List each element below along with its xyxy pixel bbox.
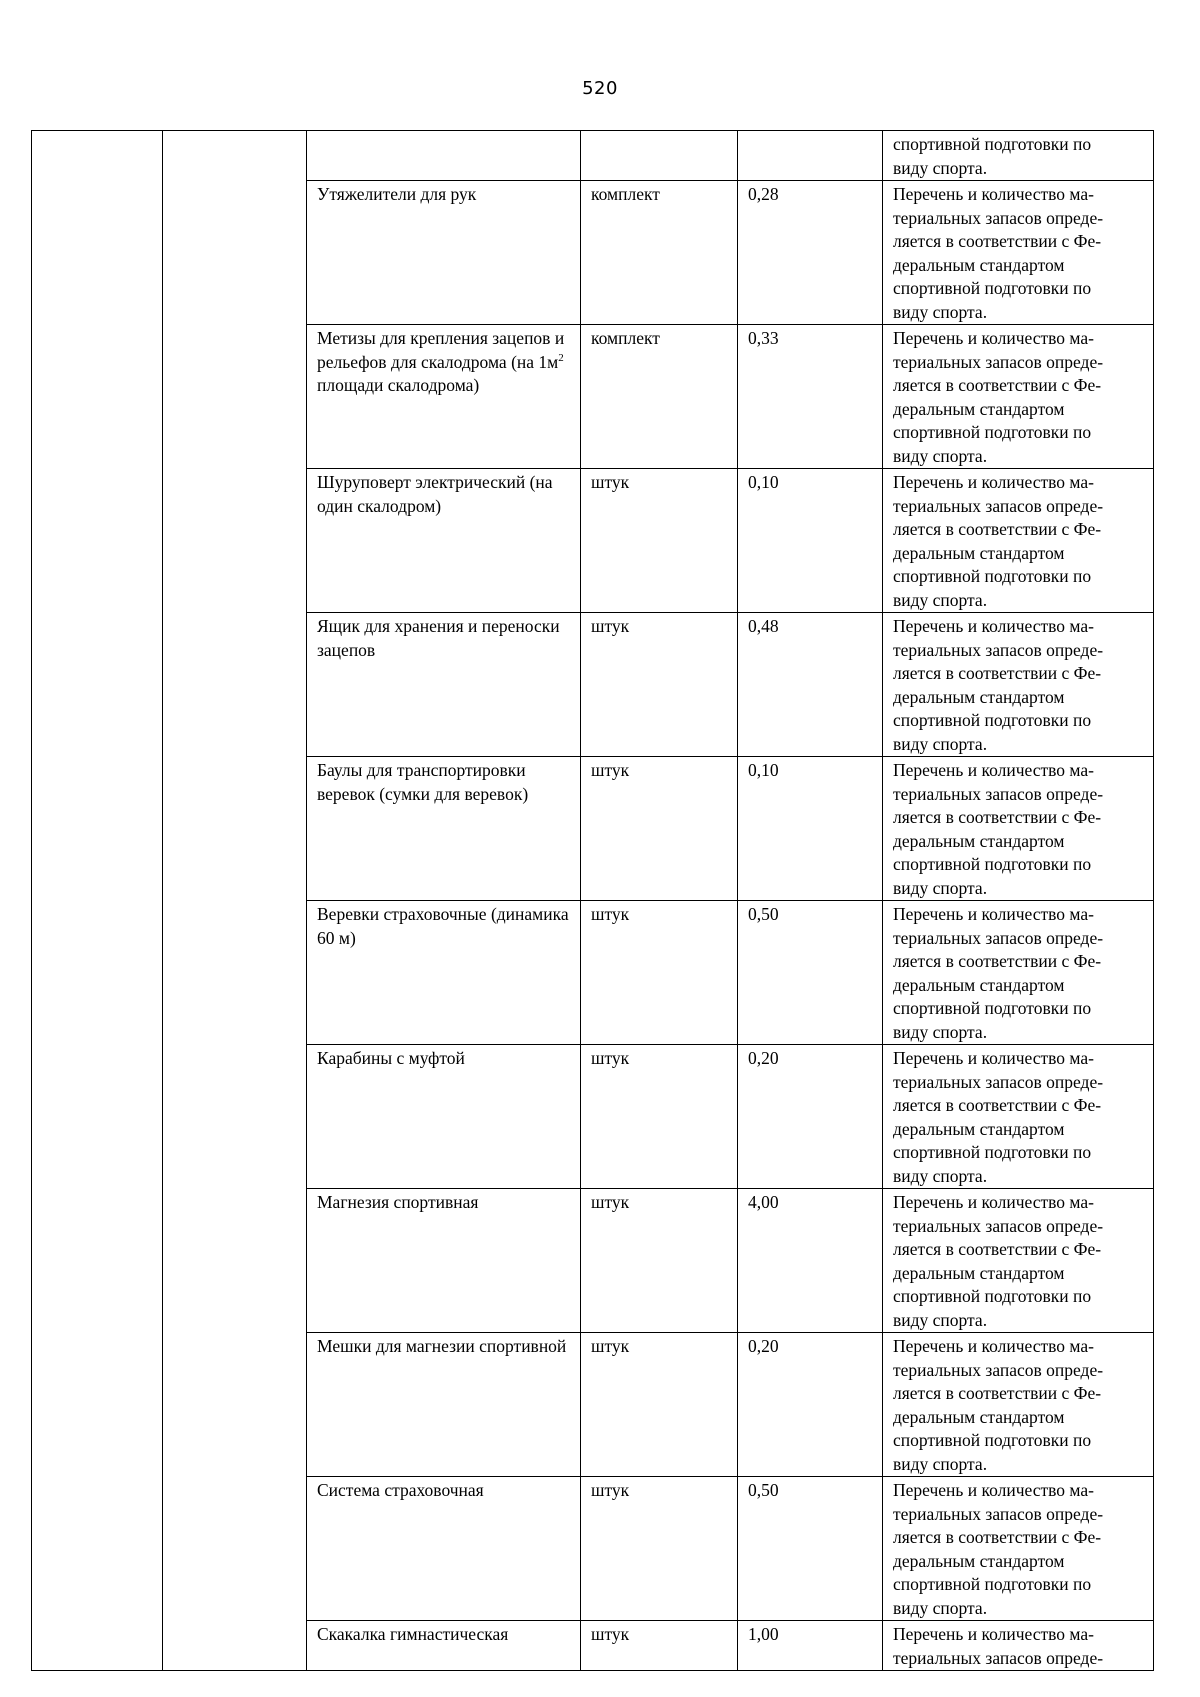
item-name: Система страховочная: [317, 1480, 484, 1500]
note-line: Перечень и количество ма-: [893, 616, 1094, 636]
item-qty-cell: [738, 1621, 883, 1671]
note-line: виду спорта.: [893, 1597, 988, 1618]
note-line: териальных запасов опреде-: [893, 207, 1104, 228]
item-qty: 0,10: [748, 472, 779, 492]
item-note-cell: [883, 131, 1154, 181]
note-line: спортивной подготовки по: [893, 854, 1092, 874]
item-qty-cell: [738, 1477, 883, 1621]
item-name: Мешки для магнезии спортивной: [317, 1336, 567, 1356]
item-unit-cell: [581, 1477, 738, 1621]
note-line: Перечень и количество ма-: [893, 760, 1094, 780]
item-unit-cell: [581, 1333, 738, 1477]
item-name-cell: [307, 1333, 581, 1477]
item-name: Скакалка гимнастическая: [317, 1624, 509, 1644]
note-line: Перечень и количество ма-: [893, 472, 1094, 492]
item-qty-cell: [738, 325, 883, 469]
note-line: териальных запасов опреде-: [893, 351, 1104, 372]
page-number: 520: [582, 78, 618, 99]
note-line: спортивной подготовки по: [893, 422, 1092, 442]
item-unit: штук: [591, 1624, 630, 1644]
note-line: териальных запасов опреде-: [893, 639, 1104, 660]
item-qty-cell: [738, 131, 883, 181]
item-name: Метизы для крепления зацепов и рельефов для скалодрома (на 1м: [317, 328, 565, 372]
note-line: териальных запасов опреде-: [893, 1647, 1104, 1668]
item-qty: 4,00: [748, 1192, 779, 1212]
item-note-cell: [883, 181, 1154, 325]
item-name: Карабины с муфтой: [317, 1048, 465, 1068]
note-line: Перечень и количество ма-: [893, 1336, 1094, 1356]
note-line: спортивной подготовки по: [893, 134, 1092, 154]
note-line: Перечень и количество ма-: [893, 1624, 1094, 1644]
note-line: териальных запасов опреде-: [893, 1215, 1104, 1236]
item-qty-cell: [738, 1189, 883, 1333]
item-name-continued: площади скалодрома): [317, 375, 480, 395]
item-qty-cell: [738, 469, 883, 613]
note-line: деральным стандартом: [893, 1406, 1065, 1427]
item-unit-cell: [581, 325, 738, 469]
note-line: Перечень и количество ма-: [893, 1048, 1094, 1068]
note-line: ляется в соответствии с Фе-: [893, 375, 1102, 395]
item-qty-cell: [738, 613, 883, 757]
item-unit-cell: [581, 1621, 738, 1671]
note-line: ляется в соответствии с Фе-: [893, 807, 1102, 827]
item-name-cell: [307, 1045, 581, 1189]
note-line: Перечень и количество ма-: [893, 184, 1094, 204]
item-unit: штук: [591, 1048, 630, 1068]
note-line: виду спорта.: [893, 1165, 988, 1186]
note-line: виду спорта.: [893, 1309, 988, 1330]
merged-column-2: [163, 131, 307, 1671]
note-line: деральным стандартом: [893, 1262, 1065, 1283]
item-name-cell: [307, 1189, 581, 1333]
note-line: ляется в соответствии с Фе-: [893, 1383, 1102, 1403]
item-unit: штук: [591, 1480, 630, 1500]
note-line: териальных запасов опреде-: [893, 1503, 1104, 1524]
note-line: виду спорта.: [893, 1453, 988, 1474]
item-note-cell: [883, 325, 1154, 469]
item-unit: штук: [591, 472, 630, 492]
note-line: ляется в соответствии с Фе-: [893, 1239, 1102, 1259]
note-line: деральным стандартом: [893, 686, 1065, 707]
item-name: Веревки страховочные (динамика 60 м): [317, 904, 569, 948]
item-name: Шуруповерт электрический (на один скалодром): [317, 472, 553, 516]
item-name: Ящик для хранения и переноски зацепов: [317, 616, 560, 660]
table-row: [32, 131, 1154, 181]
item-qty: 0,33: [748, 328, 779, 348]
item-qty-cell: [738, 1045, 883, 1189]
item-qty-cell: [738, 757, 883, 901]
item-unit: штук: [591, 1192, 630, 1212]
note-line: Перечень и количество ма-: [893, 1192, 1094, 1212]
note-line: Перечень и количество ма-: [893, 328, 1094, 348]
item-note-cell: [883, 1045, 1154, 1189]
item-name-cell: [307, 325, 581, 469]
note-line: спортивной подготовки по: [893, 278, 1092, 298]
note-line: ляется в соответствии с Фе-: [893, 519, 1102, 539]
item-qty: 0,10: [748, 760, 779, 780]
item-name: Утяжелители для рук: [317, 184, 477, 204]
note-line: спортивной подготовки по: [893, 1142, 1092, 1162]
note-line: ляется в соответствии с Фе-: [893, 231, 1102, 251]
item-qty: 0,48: [748, 616, 779, 636]
item-name: Баулы для транспортировки веревок (сумки для веревок): [317, 760, 529, 804]
item-note-cell: [883, 757, 1154, 901]
item-unit-cell: [581, 1045, 738, 1189]
note-line: спортивной подготовки по: [893, 566, 1092, 586]
item-unit-cell: [581, 757, 738, 901]
item-note-cell: [883, 1333, 1154, 1477]
item-unit: штук: [591, 616, 630, 636]
item-name-cell: [307, 901, 581, 1045]
item-qty: 0,50: [748, 1480, 779, 1500]
item-unit: штук: [591, 1336, 630, 1356]
table-body: [32, 131, 1154, 1671]
note-line: териальных запасов опреде-: [893, 1071, 1104, 1092]
merged-column-1: [32, 131, 163, 1671]
item-qty-cell: [738, 181, 883, 325]
note-line: спортивной подготовки по: [893, 998, 1092, 1018]
item-note-cell: [883, 613, 1154, 757]
item-note-cell: [883, 469, 1154, 613]
item-name: Магнезия спортивная: [317, 1192, 479, 1212]
note-line: ляется в соответствии с Фе-: [893, 1095, 1102, 1115]
item-unit: штук: [591, 904, 630, 924]
note-line: Перечень и количество ма-: [893, 904, 1094, 924]
note-line: спортивной подготовки по: [893, 1574, 1092, 1594]
item-note-cell: [883, 1477, 1154, 1621]
item-unit: комплект: [591, 184, 660, 204]
note-line: ляется в соответствии с Фе-: [893, 663, 1102, 683]
item-name-cell: [307, 181, 581, 325]
note-line: виду спорта.: [893, 733, 988, 754]
note-line: деральным стандартом: [893, 542, 1065, 563]
item-unit-cell: [581, 181, 738, 325]
item-qty-cell: [738, 901, 883, 1045]
item-unit-cell: [581, 469, 738, 613]
item-name-cell: [307, 1621, 581, 1671]
note-line: териальных запасов опреде-: [893, 783, 1104, 804]
note-line: виду спорта.: [893, 1021, 988, 1042]
note-line: деральным стандартом: [893, 830, 1065, 851]
note-line: Перечень и количество ма-: [893, 1480, 1094, 1500]
item-unit: комплект: [591, 328, 660, 348]
note-line: спортивной подготовки по: [893, 1286, 1092, 1306]
item-unit-cell: [581, 1189, 738, 1333]
note-line: деральным стандартом: [893, 254, 1065, 275]
item-note-cell: [883, 901, 1154, 1045]
note-line: виду спорта.: [893, 589, 988, 610]
item-qty: 0,50: [748, 904, 779, 924]
item-qty: 0,20: [748, 1048, 779, 1068]
item-qty: 0,20: [748, 1336, 779, 1356]
item-note-cell: [883, 1189, 1154, 1333]
note-line: деральным стандартом: [893, 974, 1065, 995]
item-name-cell: [307, 613, 581, 757]
item-unit-cell: [581, 613, 738, 757]
item-unit-cell: [581, 131, 738, 181]
item-qty: 1,00: [748, 1624, 779, 1644]
equipment-table: [31, 130, 1154, 1671]
item-name-cell: [307, 131, 581, 181]
note-line: виду спорта.: [893, 877, 988, 898]
item-unit-cell: [581, 901, 738, 1045]
note-line: ляется в соответствии с Фе-: [893, 951, 1102, 971]
note-line: ляется в соответствии с Фе-: [893, 1527, 1102, 1547]
note-line: териальных запасов опреде-: [893, 1359, 1104, 1380]
item-name-superscript: 2: [558, 351, 564, 364]
note-line: спортивной подготовки по: [893, 710, 1092, 730]
note-line: виду спорта.: [893, 301, 988, 322]
note-line: деральным стандартом: [893, 398, 1065, 419]
item-name-cell: [307, 757, 581, 901]
note-line: спортивной подготовки по: [893, 1430, 1092, 1450]
note-line: виду спорта.: [893, 445, 988, 466]
item-name-cell: [307, 1477, 581, 1621]
item-note-cell: [883, 1621, 1154, 1671]
item-name-cell: [307, 469, 581, 613]
note-line: деральным стандартом: [893, 1550, 1065, 1571]
note-line: деральным стандартом: [893, 1118, 1065, 1139]
item-unit: штук: [591, 760, 630, 780]
item-qty: 0,28: [748, 184, 779, 204]
note-line: виду спорта.: [893, 157, 988, 178]
note-line: териальных запасов опреде-: [893, 927, 1104, 948]
note-line: териальных запасов опреде-: [893, 495, 1104, 516]
item-qty-cell: [738, 1333, 883, 1477]
